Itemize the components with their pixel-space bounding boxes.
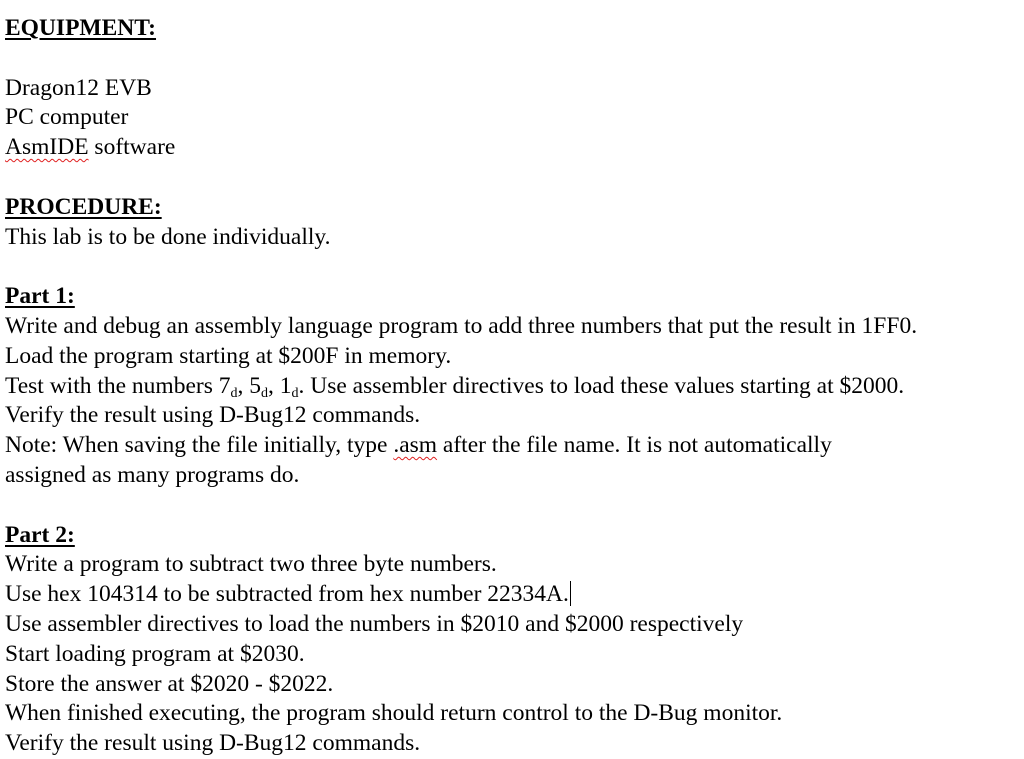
spacer — [5, 491, 1020, 521]
note-prefix: Note: When saving the file initially, type — [5, 432, 394, 459]
decimal-subscript: d — [230, 385, 238, 401]
part1-heading: Part 1: — [5, 283, 75, 310]
part1-line: assigned as many programs do. — [5, 461, 300, 488]
part2-line: Start loading program at $2030. — [5, 640, 305, 667]
text-cursor — [570, 581, 572, 606]
part1-test-line — [5, 372, 1020, 402]
equipment-item-rest: software — [88, 134, 176, 161]
part2-line: When finished executing, the program should return control to the D-Bug monitor. — [5, 700, 783, 727]
equipment-item: PC computer — [5, 104, 129, 131]
spacer — [5, 163, 1020, 193]
part1-sep: , 5 — [237, 372, 261, 399]
equipment-item-asmide — [5, 133, 1020, 163]
part1-line: Load the program starting at $200F in memory. — [5, 342, 452, 369]
part2-line: Use assembler directives to load the numbers in $2010 and $2000 respectively — [5, 610, 744, 637]
note-suffix: after the file name. It is not automatically — [437, 432, 832, 459]
part2-heading: Part 2: — [5, 521, 75, 548]
document-body[interactable] — [5, 14, 1020, 759]
part1-line: Verify the result using D-Bug12 commands. — [5, 402, 421, 429]
part1-sep: , 1 — [268, 372, 292, 399]
part2-line: Write a program to subtract two three byte numbers. — [5, 551, 497, 578]
procedure-text: This lab is to be done individually. — [5, 223, 331, 250]
part2-line-with-cursor — [5, 580, 1020, 610]
equipment-item: Dragon12 EVB — [5, 74, 152, 101]
part1-line: Write and debug an assembly language program to add three numbers that put the result in 1FF0. — [5, 312, 918, 339]
decimal-subscript: d — [291, 385, 299, 401]
spelling-flagged-word[interactable]: .asm — [393, 432, 438, 459]
part2-line: Use hex 104314 to be subtracted from hex number 22334A. — [5, 581, 569, 608]
equipment-heading: EQUIPMENT: — [5, 15, 157, 41]
decimal-subscript: d — [261, 385, 268, 401]
part1-test-suffix: . Use assembler directives to load these values starting at $2000. — [298, 372, 905, 399]
spacer — [5, 252, 1020, 282]
spelling-flagged-word[interactable]: AsmIDE — [5, 134, 89, 161]
part1-test-prefix: Test with the numbers 7 — [5, 372, 231, 399]
procedure-heading: PROCEDURE: — [5, 193, 162, 220]
part2-line: Store the answer at $2020 - $2022. — [5, 670, 334, 697]
part1-note-line — [5, 431, 1020, 461]
spacer — [5, 44, 1020, 74]
part2-line: Verify the result using D-Bug12 commands. — [5, 730, 421, 757]
